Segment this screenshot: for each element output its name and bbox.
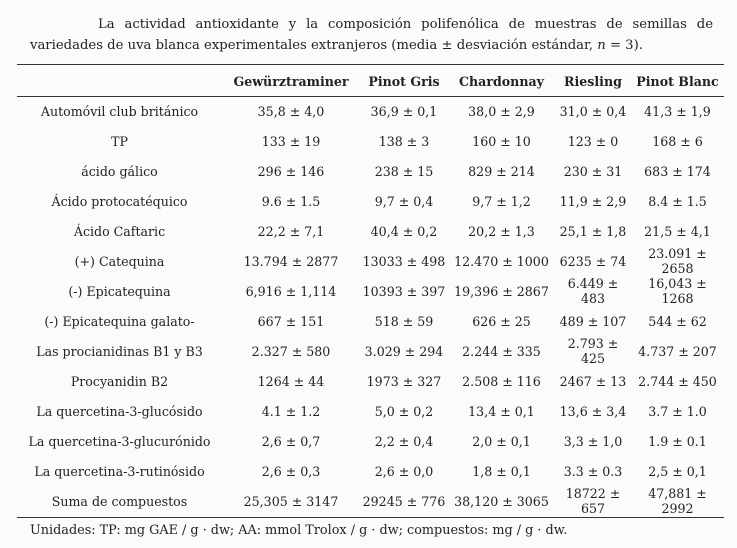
value-cell: 1973 ± 327 (366, 373, 442, 389)
row-label-cell: Suma de compuestos (51, 493, 188, 509)
value-cell: 12.470 ± 1000 (454, 253, 549, 269)
value-cell: 160 ± 10 (472, 133, 531, 149)
value-cell: 6.449 ± 483 (567, 276, 619, 306)
value-cell: 683 ± 174 (644, 163, 711, 179)
value-cell: 8.4 ± 1.5 (648, 193, 707, 209)
value-cell: 2.244 ± 335 (462, 343, 541, 359)
value-cell: 544 ± 62 (648, 313, 707, 329)
value-cell: 296 ± 146 (257, 163, 325, 179)
table-caption (30, 14, 713, 56)
value-cell: 36,9 ± 0,1 (370, 103, 438, 119)
row-label-cell: Ácido Caftaric (73, 223, 166, 239)
value-cell: 31,0 ± 0,4 (559, 103, 627, 119)
value-cell: 230 ± 31 (563, 163, 623, 179)
value-cell: 6,916 ± 1,114 (245, 283, 337, 299)
row-label-cell: ácido gálico (81, 163, 158, 179)
row-label-cell: Las procianidinas B1 y B3 (36, 343, 203, 359)
table-bottom-rule (17, 517, 724, 518)
row-label-cell: (-) Epicatequina galato- (44, 313, 195, 329)
value-cell: 25,1 ± 1,8 (559, 223, 627, 239)
value-cell: 1264 ± 44 (257, 373, 325, 389)
caption-text-end: = 3). (605, 38, 643, 53)
row-label-cell: Automóvil club británico (40, 103, 199, 119)
value-cell: 9.6 ± 1.5 (261, 193, 321, 209)
row-label-cell: Ácido protocatéquico (51, 193, 188, 209)
row-label-cell: Procyanidin B2 (70, 373, 169, 389)
value-cell: 40,4 ± 0,2 (370, 223, 438, 239)
value-cell: 3.029 ± 294 (364, 343, 444, 359)
value-cell: 11,9 ± 2,9 (559, 193, 627, 209)
value-cell: 2,2 ± 0,4 (374, 433, 434, 449)
value-cell: 5,0 ± 0,2 (374, 403, 434, 419)
table-row (17, 396, 724, 426)
table-row (17, 216, 724, 246)
value-cell: 18722 ± 657 (565, 486, 621, 516)
table-row (17, 156, 724, 186)
value-cell: 829 ± 214 (468, 163, 535, 179)
value-cell: 2,6 ± 0,0 (374, 463, 434, 479)
data-table (17, 66, 724, 516)
row-label-cell: (-) Epicatequina (68, 283, 171, 299)
row-label-cell: La quercetina-3-glucurónido (28, 433, 211, 449)
value-cell: 518 ± 59 (374, 313, 434, 329)
value-cell: 168 ± 6 (652, 133, 703, 149)
value-cell: 35,8 ± 4,0 (257, 103, 325, 119)
value-cell: 2.508 ± 116 (462, 373, 541, 389)
value-cell: 22,2 ± 7,1 (257, 223, 325, 239)
table-row (17, 276, 724, 306)
header-cell: Gewürztraminer (233, 73, 349, 89)
value-cell: 20,2 ± 1,3 (468, 223, 535, 239)
table-header-row (17, 66, 724, 96)
value-cell: 123 ± 0 (567, 133, 619, 149)
value-cell: 13033 ± 498 (362, 253, 446, 269)
value-cell: 38,120 ± 3065 (454, 493, 549, 509)
value-cell: 13,4 ± 0,1 (468, 403, 535, 419)
caption-text: La actividad antioxidante y la composición polifenólica de muestras de semillas de variedades de uva blanca experimentales extranjeros (media ± desviación estándar, (30, 17, 713, 53)
table-row (17, 126, 724, 156)
value-cell: 21,5 ± 4,1 (644, 223, 711, 239)
value-cell: 626 ± 25 (472, 313, 531, 329)
value-cell: 23.091 ± 2658 (648, 246, 707, 276)
value-cell: 19,396 ± 2867 (454, 283, 549, 299)
header-cell (17, 66, 222, 96)
value-cell: 2.744 ± 450 (638, 373, 717, 389)
table-row (17, 426, 724, 456)
table-row (17, 366, 724, 396)
header-cell: Riesling (564, 73, 622, 89)
row-label-cell: TP (111, 133, 128, 149)
table-row (17, 246, 724, 276)
value-cell: 133 ± 19 (261, 133, 321, 149)
table-row (17, 486, 724, 516)
table-row (17, 336, 724, 366)
table-row (17, 186, 724, 216)
value-cell: 3,3 ± 1,0 (563, 433, 623, 449)
value-cell: 667 ± 151 (257, 313, 325, 329)
value-cell: 38,0 ± 2,9 (468, 103, 535, 119)
value-cell: 3.7 ± 1.0 (648, 403, 707, 419)
caption-n-symbol: n (597, 38, 606, 53)
value-cell: 41,3 ± 1,9 (644, 103, 711, 119)
header-cell: Pinot Blanc (636, 73, 719, 89)
table-row (17, 96, 724, 126)
value-cell: 47,881 ± 2992 (648, 486, 707, 516)
value-cell: 25,305 ± 3147 (243, 493, 339, 509)
value-cell: 238 ± 15 (374, 163, 434, 179)
value-cell: 1.9 ± 0.1 (648, 433, 707, 449)
value-cell: 2,5 ± 0,1 (648, 463, 707, 479)
row-label-cell: La quercetina-3-rutinósido (34, 463, 205, 479)
value-cell: 9,7 ± 1,2 (472, 193, 531, 209)
value-cell: 10393 ± 397 (362, 283, 446, 299)
table-row (17, 456, 724, 486)
value-cell: 16,043 ± 1268 (648, 276, 707, 306)
value-cell: 2.793 ± 425 (567, 336, 619, 366)
value-cell: 4.1 ± 1.2 (261, 403, 321, 419)
value-cell: 138 ± 3 (378, 133, 430, 149)
table-row (17, 306, 724, 336)
value-cell: 3.3 ± 0.3 (563, 463, 623, 479)
row-label-cell: La quercetina-3-glucósido (36, 403, 203, 419)
value-cell: 489 ± 107 (559, 313, 627, 329)
value-cell: 6235 ± 74 (559, 253, 627, 269)
value-cell: 2,6 ± 0,3 (261, 463, 321, 479)
header-cell: Pinot Gris (368, 73, 440, 89)
value-cell: 4.737 ± 207 (638, 343, 717, 359)
table-footnote: Unidades: TP: mg GAE / g · dw; AA: mmol Trolox / g · dw; compuestos: mg / g · dw. (30, 523, 568, 538)
value-cell: 2,0 ± 0,1 (472, 433, 531, 449)
value-cell: 2467 ± 13 (559, 373, 627, 389)
row-label-cell: (+) Catequina (74, 253, 165, 269)
value-cell: 13,6 ± 3,4 (559, 403, 627, 419)
value-cell: 1,8 ± 0,1 (472, 463, 531, 479)
value-cell: 9,7 ± 0,4 (374, 193, 434, 209)
value-cell: 2,6 ± 0,7 (261, 433, 321, 449)
value-cell: 2.327 ± 580 (251, 343, 331, 359)
header-cell: Chardonnay (459, 73, 544, 89)
value-cell: 13.794 ± 2877 (243, 253, 339, 269)
value-cell: 29245 ± 776 (362, 493, 446, 509)
